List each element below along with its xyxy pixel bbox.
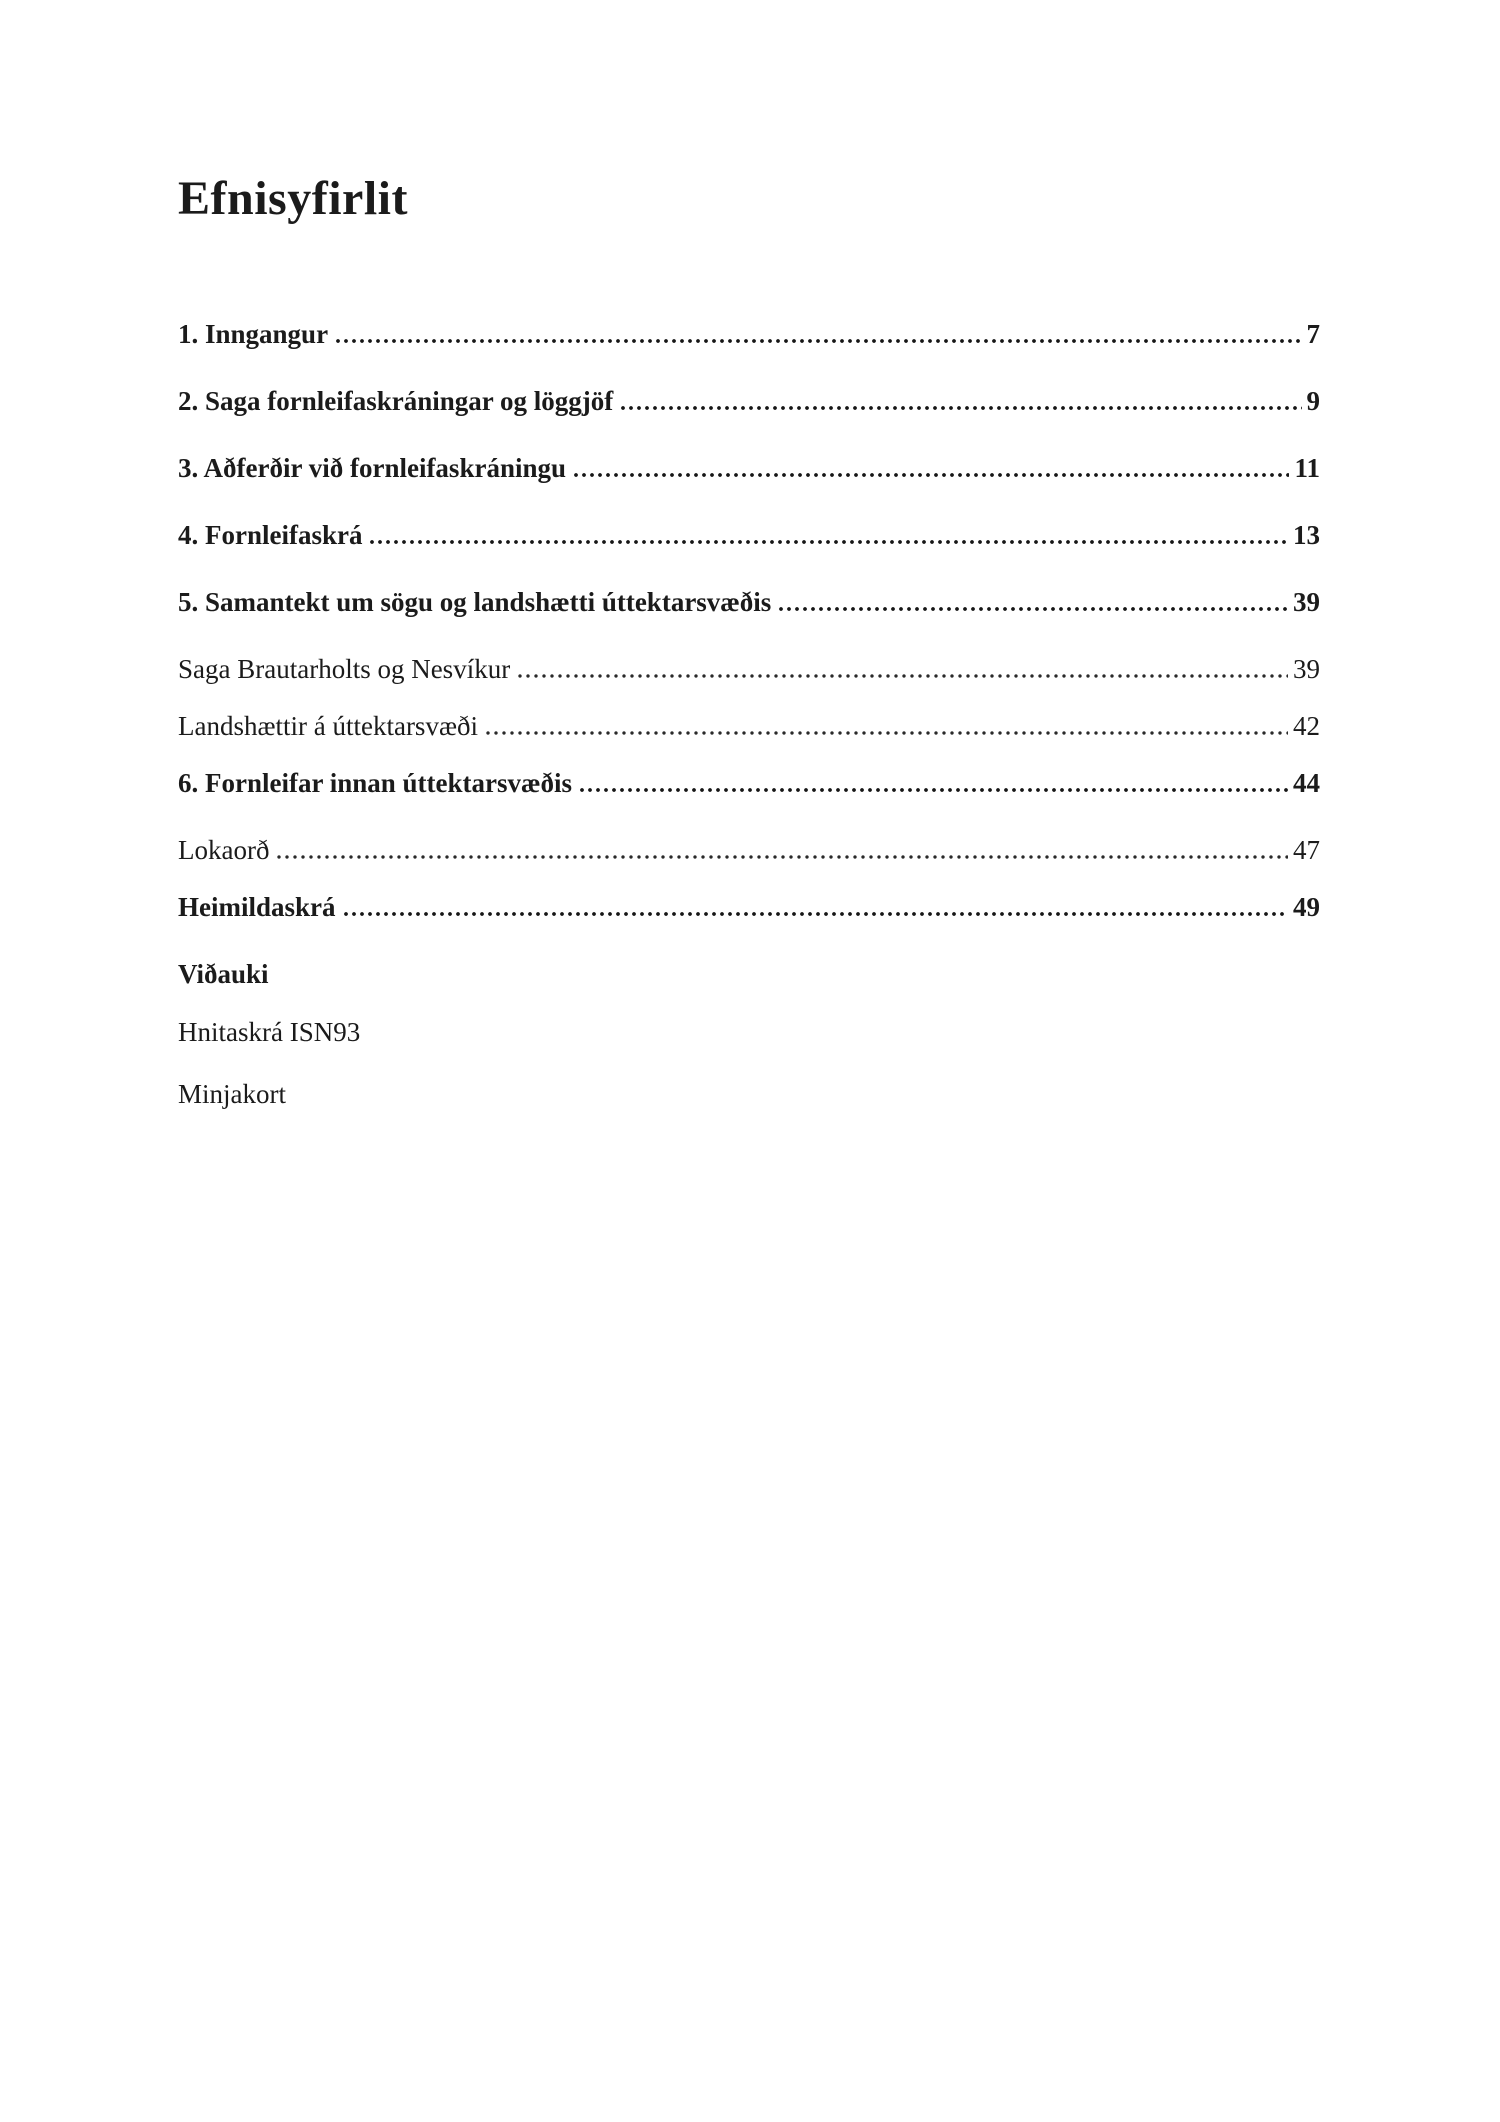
toc-entry-label: 6. Fornleifar innan úttektarsvæðis — [178, 767, 573, 798]
dot-leader — [277, 855, 1288, 859]
toc-entry-label: 2. Saga fornleifaskráningar og löggjöf — [178, 385, 614, 416]
toc-entry-row — [178, 452, 1320, 484]
dot-leader — [621, 406, 1301, 410]
toc-entry-page-number: 44 — [1293, 767, 1320, 798]
toc-entry-row — [178, 653, 1320, 685]
dot-leader — [486, 731, 1288, 735]
appendix-item: Minjakort — [178, 1078, 286, 1109]
toc-entry-page-number: 42 — [1293, 710, 1320, 741]
toc-entry-row — [178, 891, 1320, 923]
appendix-section — [178, 958, 1320, 1110]
page-title: Efnisyfirlit — [178, 172, 408, 225]
toc-entry-page-number: 47 — [1293, 834, 1320, 865]
toc-entry-page-number: 49 — [1293, 891, 1320, 922]
toc-entry-row — [178, 385, 1320, 417]
toc-entry-label: 4. Fornleifaskrá — [178, 519, 363, 550]
toc-entry-page-number: 13 — [1293, 519, 1320, 550]
toc-entry-row — [178, 710, 1320, 742]
toc-entry-page-number: 39 — [1293, 586, 1320, 617]
toc-entry-label: 3. Aðferðir við fornleifaskráningu — [178, 452, 566, 483]
toc-entry-row — [178, 519, 1320, 551]
toc-entry-label: Lokaorð — [178, 834, 270, 865]
toc-entry-row — [178, 318, 1320, 350]
toc-entry-label: Saga Brautarholts og Nesvíkur — [178, 653, 511, 684]
toc-entry-label: 1. Inngangur — [178, 318, 329, 349]
dot-leader — [370, 540, 1288, 544]
table-of-contents — [178, 318, 1320, 923]
toc-entry-page-number: 9 — [1306, 385, 1320, 416]
toc-entry-page-number: 7 — [1306, 318, 1320, 349]
dot-leader — [518, 674, 1288, 678]
toc-entry-page-number: 11 — [1294, 452, 1320, 483]
appendix-item: Hnitaskrá ISN93 — [178, 1016, 361, 1047]
toc-entry-row — [178, 834, 1320, 866]
dot-leader — [580, 788, 1288, 792]
toc-entry-page-number: 39 — [1293, 653, 1320, 684]
dot-leader — [574, 473, 1289, 477]
toc-entry-row — [178, 767, 1320, 799]
toc-entry-row — [178, 586, 1320, 618]
dot-leader — [779, 607, 1288, 611]
toc-entry-label: 5. Samantekt um sögu og landshætti úttektarsvæðis — [178, 586, 772, 617]
appendix-heading: Viðauki — [178, 958, 269, 989]
dot-leader — [336, 339, 1301, 343]
toc-entry-label: Heimildaskrá — [178, 891, 336, 922]
dot-leader — [344, 912, 1288, 916]
toc-entry-label: Landshættir á úttektarsvæði — [178, 710, 478, 741]
